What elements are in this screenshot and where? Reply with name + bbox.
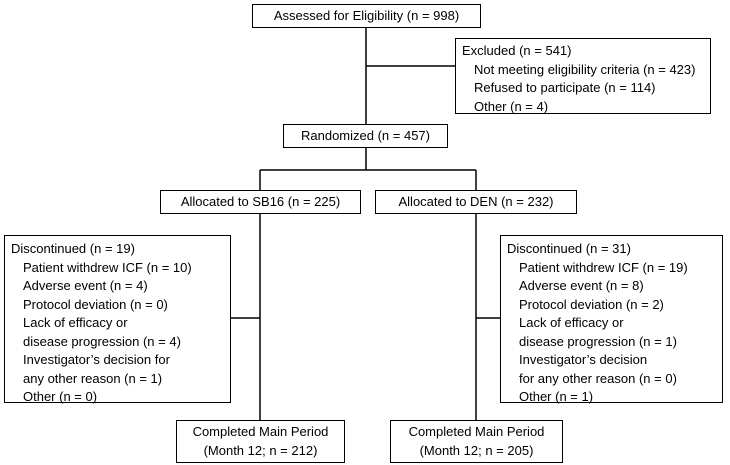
discontinued-sb16-box bbox=[4, 235, 231, 403]
discontinued-sb16-item: Protocol deviation (n = 0) bbox=[23, 296, 168, 312]
discontinued-den-item: Investigator’s decision bbox=[519, 352, 648, 367]
discontinued-den-item: disease progression (n = 1) bbox=[519, 333, 677, 349]
allocated-sb16-box bbox=[160, 190, 361, 214]
discontinued-sb16-item: Lack of efficacy or bbox=[23, 315, 128, 330]
discontinued-den-item: for any other reason (n = 0) bbox=[519, 370, 677, 386]
excluded-item: Refused to participate (n = 114) bbox=[474, 80, 656, 95]
discontinued-sb16-item: Adverse event (n = 4) bbox=[23, 278, 148, 293]
excluded-title: Excluded (n = 541) bbox=[462, 43, 572, 58]
completed-den-box bbox=[390, 420, 563, 463]
discontinued-sb16-item: Patient withdrew ICF (n = 10) bbox=[23, 259, 192, 275]
discontinued-den-box bbox=[500, 235, 723, 403]
discontinued-sb16-item: any other reason (n = 1) bbox=[23, 370, 163, 386]
excluded-item: Not meeting eligibility criteria (n = 423) bbox=[474, 61, 696, 77]
assessed-eligibility-label: Assessed for Eligibility (n = 998) bbox=[273, 7, 460, 23]
assessed-eligibility-box bbox=[252, 4, 481, 28]
randomized-box bbox=[283, 124, 448, 148]
discontinued-den-item: Adverse event (n = 8) bbox=[519, 278, 644, 293]
allocated-den-label: Allocated to DEN (n = 232) bbox=[398, 193, 554, 209]
discontinued-sb16-item: Other (n = 0) bbox=[23, 389, 98, 404]
discontinued-den-item: Other (n = 1) bbox=[519, 389, 594, 404]
excluded-item: Other (n = 4) bbox=[474, 98, 549, 114]
allocated-sb16-label: Allocated to SB16 (n = 225) bbox=[180, 193, 341, 209]
discontinued-den-item: Patient withdrew ICF (n = 19) bbox=[519, 259, 688, 275]
completed-sb16-box bbox=[176, 420, 345, 463]
randomized-label: Randomized (n = 457) bbox=[301, 127, 430, 143]
discontinued-den-item: Lack of efficacy or bbox=[519, 315, 624, 330]
completed-sb16-line1: Completed Main Period bbox=[192, 424, 329, 439]
discontinued-sb16-item: Investigator’s decision for bbox=[23, 352, 170, 367]
completed-den-line2: (Month 12; n = 205) bbox=[419, 442, 534, 458]
completed-den-line1: Completed Main Period bbox=[408, 424, 545, 439]
allocated-den-box bbox=[375, 190, 577, 214]
discontinued-sb16-item: disease progression (n = 4) bbox=[23, 333, 181, 349]
discontinued-sb16-title: Discontinued (n = 19) bbox=[11, 241, 135, 256]
discontinued-den-item: Protocol deviation (n = 2) bbox=[519, 296, 664, 312]
completed-sb16-line2: (Month 12; n = 212) bbox=[203, 442, 318, 458]
discontinued-den-title: Discontinued (n = 31) bbox=[507, 241, 631, 256]
excluded-box bbox=[455, 38, 711, 114]
